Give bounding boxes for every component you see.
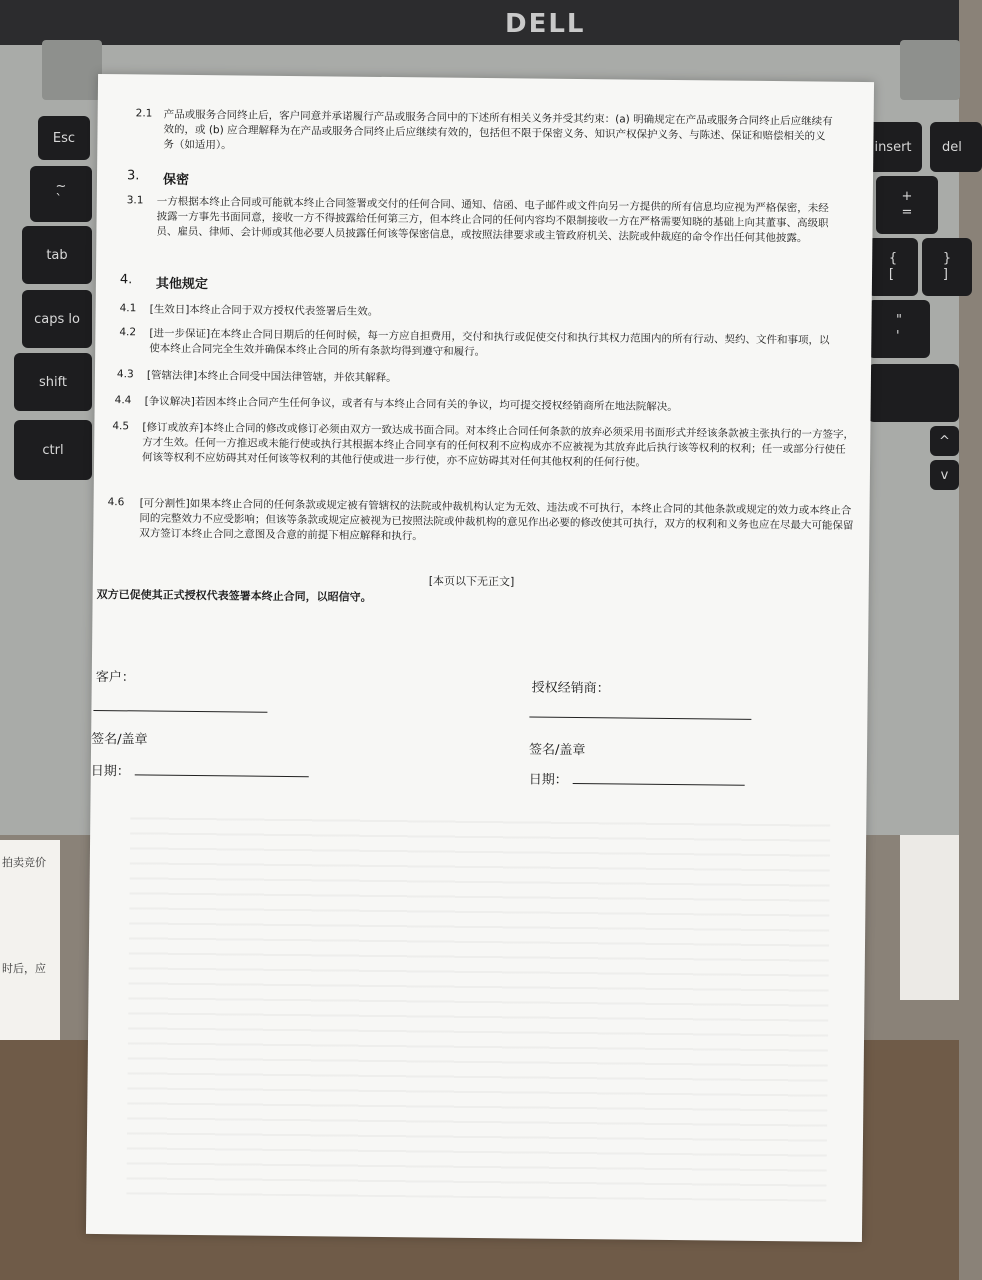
customer-date-line — [135, 774, 309, 777]
underlying-paper-right — [900, 835, 959, 1000]
insert-key: insert — [864, 122, 922, 172]
dealer-date-line — [573, 783, 745, 786]
dealer-signature-line — [529, 717, 751, 720]
arrow-down-key: v — [930, 460, 959, 490]
dealer-label: 授权经销商： — [531, 680, 610, 697]
laptop-bezel — [0, 0, 959, 45]
clause-4-1-text: [生效日]本终止合同于双方授权代表签署后生效。 — [149, 303, 379, 318]
closing-statement: 双方已促使其正式授权代表签署本终止合同，以昭信守。 — [96, 587, 372, 604]
clause-4-6-text: [可分割性]如果本终止合同的任何条款或规定被有管辖权的法院或仲裁机构认定为无效、违法或不可执行，本终止合同的其他条款或规定的效力或本终止合同的完整效力不应受影响；但该等条款或规定应被视为已按照法院或仲裁机构的意见作出必要的修改使其可执行，双方的权利和义务也应在尽最大可能保留双方签订本终止合同之意图及合意的前提下相应解释和执行。 — [139, 497, 854, 543]
bleed-through-text — [126, 814, 830, 1201]
clause-4-4-number: 4.4 — [114, 394, 132, 407]
clause-4-1-number: 4.1 — [119, 302, 137, 315]
tilde-key: ~ ` — [30, 166, 92, 222]
shift-key: shift — [14, 353, 92, 411]
customer-seal-label: 签名/盖章 — [91, 731, 148, 748]
contract-page — [86, 74, 874, 1242]
clause-4-6-number: 4.6 — [107, 496, 125, 509]
plus-equals-key: + = — [876, 176, 938, 234]
underlying-text-1: 拍卖竞价 — [2, 856, 46, 869]
esc-key: Esc — [38, 116, 90, 160]
section-3-number: 3. — [126, 168, 140, 184]
shift-right-key — [868, 364, 959, 422]
brace-close-key: } ] — [922, 238, 972, 296]
underlying-paper — [0, 840, 60, 1040]
clause-4-5-number: 4.5 — [112, 420, 130, 433]
brace-open-key: { [ — [868, 238, 918, 296]
clause-4-4-text: [争议解决]若因本终止合同产生任何争议，或者有与本终止合同有关的争议，均可提交授权经销商所在地法院解决。 — [144, 395, 678, 414]
arrow-up-key: ^ — [930, 426, 959, 456]
hinge-right — [900, 40, 960, 100]
clause-2-1-number: 2.1 — [135, 107, 153, 120]
section-4-title: 其他规定 — [155, 276, 208, 293]
clause-2-1-text: 产品或服务合同终止后，客户同意并承诺履行产品或服务合同中的下述所有相关义务并受其约束：(a) 明确规定在产品或服务合同终止后应继续有效的，或 (b) 应合理解释为在产品或服务合同终止后应继续有效的，包括但不限于保密义务、知识产权保护义务、与陈述、保证和赔偿相关的义务（如适用）。 — [163, 108, 833, 152]
clause-4-2-text: [进一步保证]在本终止合同日期后的任何时候，每一方应自担费用，交付和执行或促使交付和执行其权力范围内的所有行动、契约、文件和事项，以使本终止合同完全生效并确保本终止合同的所有条款均得到遵守和履行。 — [149, 327, 830, 359]
ctrl-key: ctrl — [14, 420, 92, 480]
customer-label: 客户： — [95, 669, 135, 686]
caps-lock-key: caps lo — [22, 290, 92, 348]
section-3-title: 保密 — [162, 172, 190, 188]
clause-4-3-number: 4.3 — [116, 368, 134, 381]
no-further-text-note: [本页以下无正文] — [428, 574, 515, 589]
underlying-text-2: 时后，应 — [2, 962, 46, 975]
hinge-left — [42, 40, 102, 100]
customer-date-label: 日期： — [90, 763, 130, 780]
clause-4-2-number: 4.2 — [119, 326, 137, 339]
section-4-number: 4. — [119, 272, 133, 288]
dealer-seal-label: 签名/盖章 — [528, 742, 586, 759]
quote-key: " ' — [868, 300, 930, 358]
customer-signature-line — [93, 710, 267, 713]
clause-3-1-text: 一方根据本终止合同或可能就本终止合同签署或交付的任何合同、通知、信函、电子邮件或文件向另一方提供的所有信息均应视为严格保密，未经披露一方事先书面同意，接收一方不得披露给任何第三方，但本终止合同的任何内容均不限制接收一方在严格需要知晓的基础上向其董事、高级职员、雇员、律师、会计师或其他必要人员披露任何该等保密信息，或按照法律要求或主管政府机关、法院或仲裁庭的命令作出任何其他披露。 — [156, 195, 829, 245]
tab-key: tab — [22, 226, 92, 284]
clause-3-1-number: 3.1 — [126, 194, 144, 207]
dell-logo: DELL — [505, 9, 586, 39]
delete-key: del — [930, 122, 982, 172]
dealer-date-label: 日期： — [528, 772, 568, 788]
clause-4-5-text: [修订或放弃]本终止合同的修改或修订必须由双方一致达成书面合同。对本终止合同任何条款的放弃必须采用书面形式并经该条款被主张执行的一方签字，方才生效。任何一方推迟或未能行使或执行其根据本终止合同享有的任何权利不应构成亦不应被视为其放弃此后执行该等权利的权利；任一或部分行使任何该等权利不应妨碍其对任何该等权利的其他行使或进一步行使，亦不应妨碍其对任何其他权利的任何行使。 — [142, 421, 855, 469]
clause-4-3-text: [管辖法律]本终止合同受中国法律管辖，并依其解释。 — [146, 369, 397, 385]
